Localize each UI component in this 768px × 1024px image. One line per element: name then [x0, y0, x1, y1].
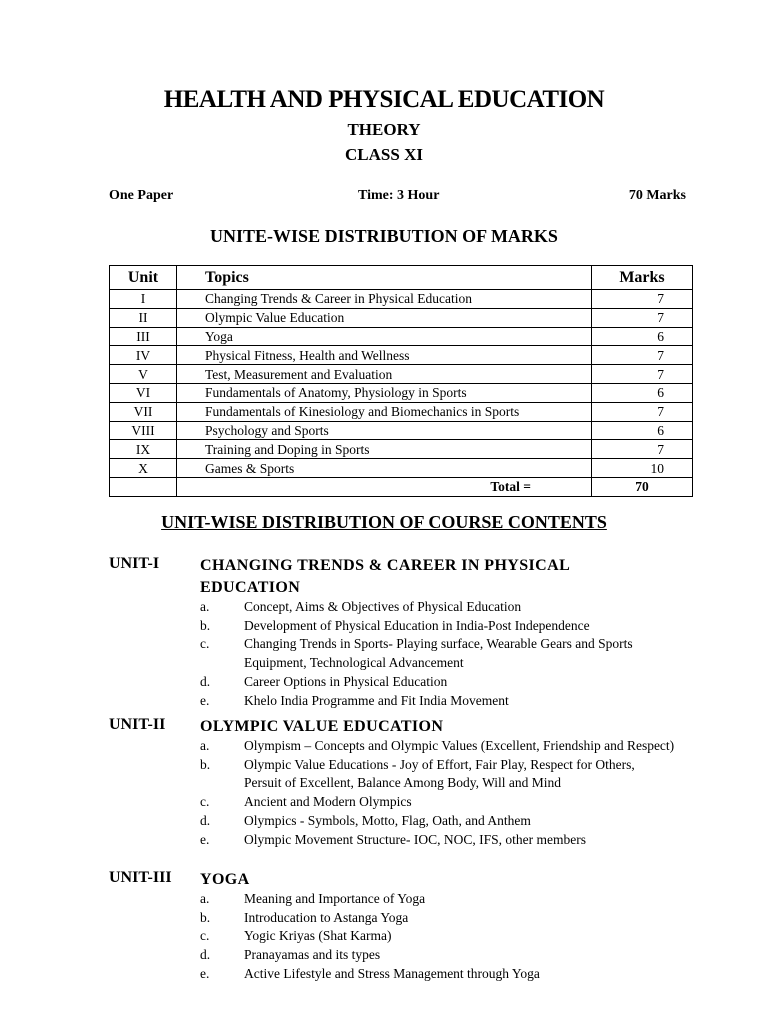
cell-unit: I	[110, 290, 177, 309]
table-row	[110, 402, 693, 421]
table-row	[110, 421, 693, 440]
item-letter: c.	[200, 794, 210, 810]
list-item	[200, 673, 675, 692]
cell-unit: V	[110, 365, 177, 384]
table-row	[110, 346, 693, 365]
cell-topic: Olympic Value Education	[177, 308, 592, 327]
list-item	[200, 965, 675, 984]
header-marks: Marks	[592, 266, 693, 290]
cell-unit: IV	[110, 346, 177, 365]
unit-title: OLYMPIC VALUE EDUCATION	[200, 718, 444, 735]
cell-topic: Fundamentals of Anatomy, Physiology in Sports	[177, 383, 592, 402]
cell-topic: Fundamentals of Kinesiology and Biomechanics in Sports	[177, 402, 592, 421]
item-text: Meaning and Importance of Yoga	[244, 891, 426, 906]
unit-label: UNIT-I	[109, 555, 160, 572]
unit-items	[200, 598, 675, 710]
table-row	[110, 365, 693, 384]
marks-table	[109, 265, 693, 497]
list-item	[200, 946, 675, 965]
cell-topic: Physical Fitness, Health and Wellness	[177, 346, 592, 365]
cell-topic: Yoga	[177, 327, 592, 346]
distribution-title: UNITE-WISE DISTRIBUTION OF MARKS	[210, 226, 558, 246]
table-row	[110, 308, 693, 327]
cell-marks: 7	[592, 290, 693, 309]
course-contents-title: UNIT-WISE DISTRIBUTION OF COURSE CONTENTS	[161, 512, 607, 532]
cell-topic: Training and Doping in Sports	[177, 440, 592, 459]
list-item	[200, 927, 675, 946]
unit-items	[200, 737, 675, 849]
meta-time: Time: 3 Hour	[358, 188, 440, 203]
cell-marks: 6	[592, 421, 693, 440]
meta-paper: One Paper	[109, 188, 174, 203]
item-letter: b.	[200, 756, 211, 772]
list-item	[200, 598, 675, 617]
unit-title: YOGA	[200, 871, 250, 888]
unit-label: UNIT-II	[109, 716, 166, 733]
cell-topic: Games & Sports	[177, 459, 592, 478]
header-unit: Unit	[110, 266, 177, 290]
cell-unit: VII	[110, 402, 177, 421]
item-letter: d.	[200, 673, 211, 689]
item-letter: a.	[200, 891, 210, 906]
list-item	[200, 737, 675, 756]
table-row	[110, 383, 693, 402]
list-item	[200, 812, 675, 831]
table-total-row	[110, 477, 693, 496]
item-text: Ancient and Modern Olympics	[244, 794, 412, 810]
item-text: Active Lifestyle and Stress Management through Yoga	[244, 965, 540, 981]
list-item	[200, 793, 675, 812]
cell-unit: III	[110, 327, 177, 346]
list-item	[200, 831, 675, 850]
item-text: Olympic Movement Structure- IOC, NOC, IFS, other members	[244, 831, 586, 847]
list-item	[200, 635, 675, 672]
cell-marks: 10	[592, 459, 693, 478]
cell-empty	[110, 477, 177, 496]
cell-marks: 6	[592, 383, 693, 402]
unit-label: UNIT-III	[109, 869, 172, 886]
unit-title: CHANGING TRENDS & CAREER IN PHYSICAL EDUCATION	[200, 557, 570, 596]
header-topics: Topics	[177, 266, 592, 290]
cell-marks: 7	[592, 308, 693, 327]
cell-marks: 7	[592, 402, 693, 421]
list-item	[200, 756, 675, 793]
item-text: Olympism – Concepts and Olympic Values (Excellent, Friendship and Respect)	[244, 738, 675, 753]
meta-marks: 70 Marks	[628, 188, 686, 203]
list-item	[200, 890, 675, 909]
cell-topic: Psychology and Sports	[177, 421, 592, 440]
total-label: Total =	[177, 477, 592, 496]
subtitle-theory: THEORY	[347, 120, 421, 139]
item-letter: e.	[200, 692, 210, 708]
item-letter: a.	[200, 599, 210, 614]
table-row	[110, 459, 693, 478]
cell-marks: 7	[592, 346, 693, 365]
table-header-row	[110, 266, 693, 290]
item-letter: d.	[200, 947, 211, 963]
cell-unit: II	[110, 308, 177, 327]
cell-marks: 6	[592, 327, 693, 346]
cell-topic: Test, Measurement and Evaluation	[177, 365, 592, 384]
cell-marks: 7	[592, 365, 693, 384]
cell-unit: VIII	[110, 421, 177, 440]
cell-topic: Changing Trends & Career in Physical Education	[177, 290, 592, 309]
list-item	[200, 692, 675, 711]
item-letter: d.	[200, 812, 211, 828]
item-text: Olympic Value Educations - Joy of Effort, Fair Play, Respect for Others, Persuit of Excellent, Balance Among Body, Will and Mind	[244, 756, 635, 791]
item-text: Pranayamas and its types	[244, 947, 381, 963]
total-value: 70	[592, 477, 693, 496]
cell-unit: IX	[110, 440, 177, 459]
cell-unit: X	[110, 459, 177, 478]
item-letter: c.	[200, 928, 210, 944]
list-item	[200, 617, 675, 636]
item-text: Yogic Kriyas (Shat Karma)	[244, 928, 392, 944]
item-letter: e.	[200, 965, 210, 981]
item-text: Career Options in Physical Education	[244, 673, 448, 689]
item-text: Changing Trends in Sports- Playing surface, Wearable Gears and Sports Equipment, Technological Advancement	[244, 636, 633, 671]
unit-items	[200, 890, 675, 984]
table-row	[110, 440, 693, 459]
item-text: Development of Physical Education in India-Post Independence	[244, 617, 590, 633]
subtitle-class: CLASS XI	[345, 145, 423, 164]
item-letter: c.	[200, 636, 210, 652]
item-text: Introducation to Astanga Yoga	[244, 909, 409, 925]
cell-marks: 7	[592, 440, 693, 459]
cell-unit: VI	[110, 383, 177, 402]
item-text: Khelo India Programme and Fit India Movement	[244, 692, 509, 708]
item-letter: a.	[200, 738, 210, 753]
table-row	[110, 327, 693, 346]
item-text: Olympics - Symbols, Motto, Flag, Oath, and Anthem	[244, 812, 531, 828]
item-letter: b.	[200, 617, 211, 633]
page-title: HEALTH AND PHYSICAL EDUCATION	[163, 86, 605, 113]
item-letter: b.	[200, 909, 211, 925]
item-letter: e.	[200, 831, 210, 847]
item-text: Concept, Aims & Objectives of Physical Education	[244, 599, 522, 614]
table-row	[110, 290, 693, 309]
list-item	[200, 909, 675, 928]
